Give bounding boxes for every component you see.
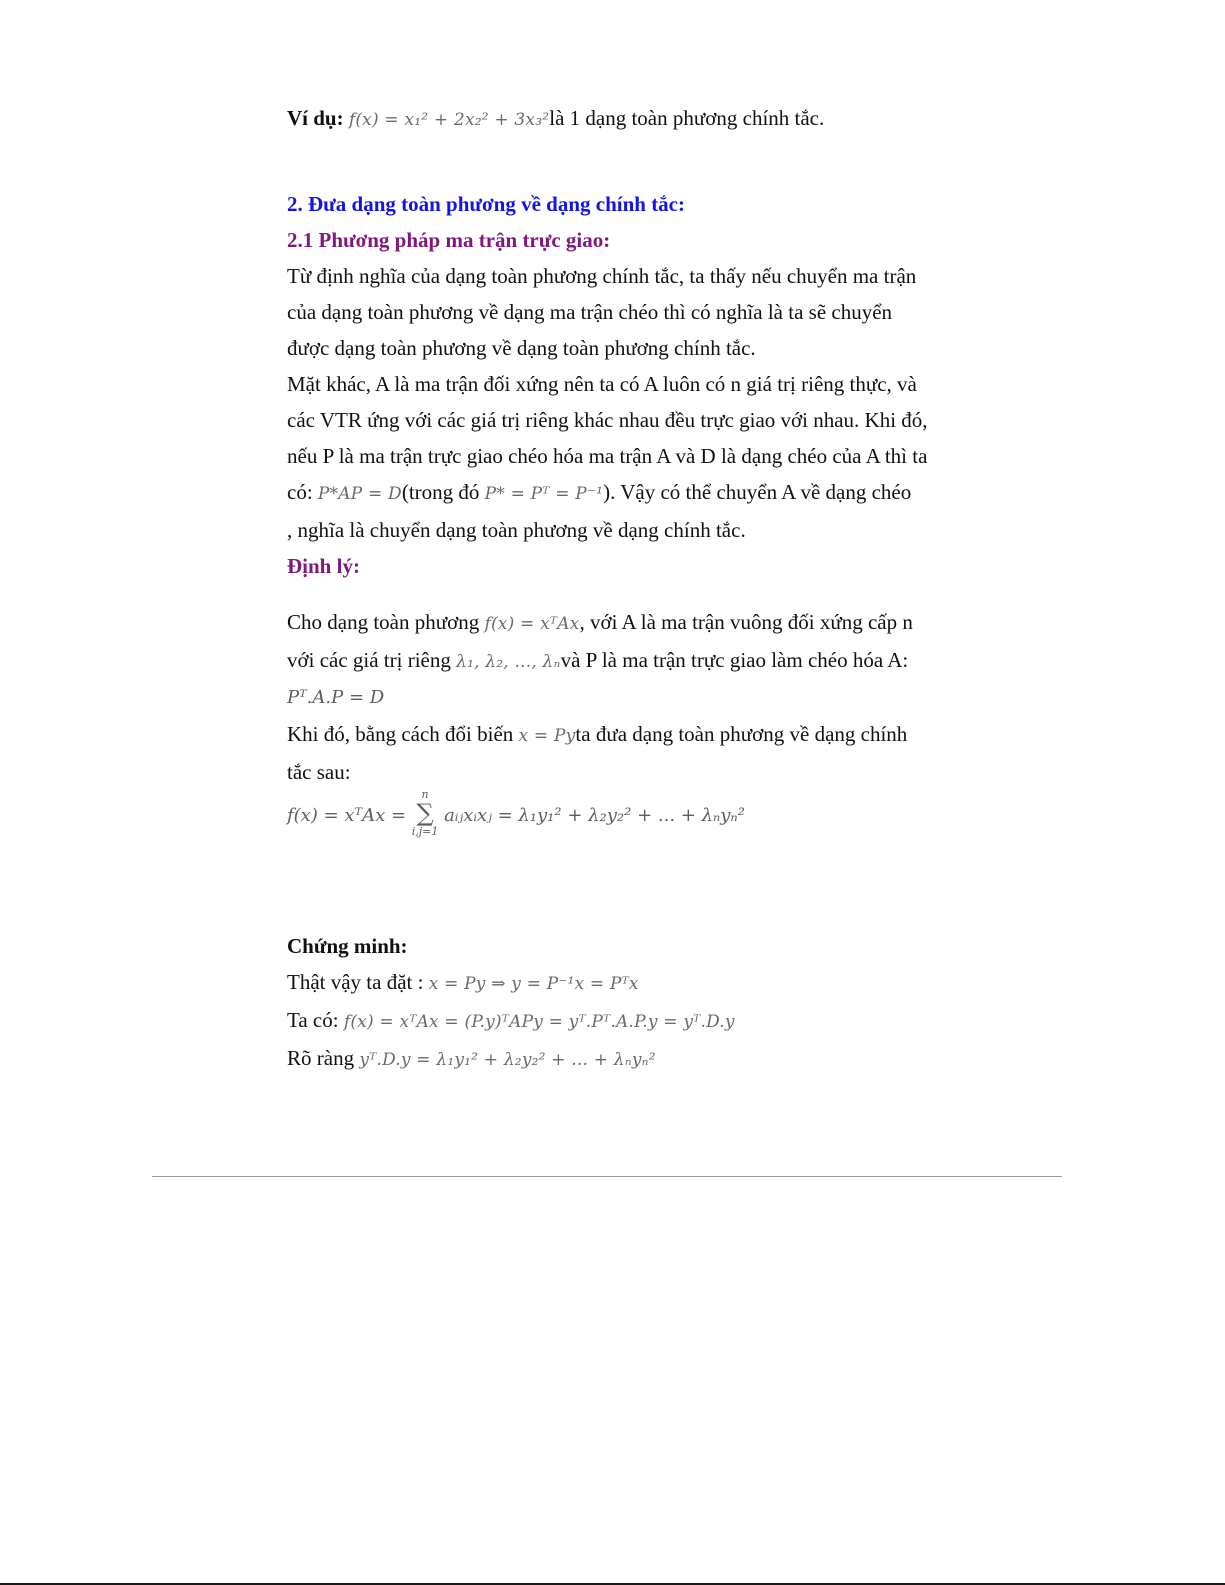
change-of-variable-formula: x = Py xyxy=(518,726,576,746)
section-2-heading: 2. Đưa dạng toàn phương về dạng chính tắc: xyxy=(287,192,685,216)
para1-line-2: của dạng toàn phương về dạng ma trận chéo thì có nghĩa là ta sẽ chuyển xyxy=(287,300,893,324)
quadratic-form-formula: f(x) = xᵀAx xyxy=(484,614,580,634)
para2-line-1: Mặt khác, A là ma trận đối xứng nên ta có A luôn có n giá trị riêng thực, và xyxy=(287,372,917,396)
theorem-heading: Định lý: xyxy=(287,554,360,578)
proof-formula-1: x = Py ⇒ y = P⁻¹x = Pᵀx xyxy=(428,974,639,994)
proof-line-3-prefix: Rõ ràng xyxy=(287,1046,360,1070)
summation-upper: n xyxy=(421,788,429,801)
theorem-line-2-suffix: và P là ma trận trực giao làm chéo hóa A: xyxy=(560,648,909,672)
equation-2-left: f(x) = xᵀAx = xyxy=(287,805,407,826)
eigenvalues-formula: λ₁, λ₂, ..., λₙ xyxy=(456,652,561,672)
proof-line-2-prefix: Ta có: xyxy=(287,1008,344,1032)
orthogonal-formula: P* = Pᵀ = P⁻¹ xyxy=(484,484,604,504)
equation-2-right: aᵢⱼxᵢxⱼ = λ₁y₁² + λ₂y₂² + ... + λₙyₙ² xyxy=(444,805,745,826)
example-formula: f(x) = x₁² + 2x₂² + 3x₃² xyxy=(348,110,550,130)
theorem-line-3 xyxy=(287,716,947,754)
example-text: là 1 dạng toàn phương chính tắc. xyxy=(549,106,825,130)
theorem-line-3-suffix: ta đưa dạng toàn phương về dạng chính xyxy=(575,722,908,746)
summation-lower: i,j=1 xyxy=(411,825,439,838)
theorem-line-4: tắc sau: xyxy=(287,760,351,784)
example-label: Ví dụ: xyxy=(287,106,344,130)
theorem-line-1-suffix: , với A là ma trận vuông đối xứng cấp n xyxy=(579,610,913,634)
para2-line-4-prefix: có: xyxy=(287,480,318,504)
page-divider xyxy=(152,1176,1062,1177)
theorem-line-2-prefix: với các giá trị riêng xyxy=(287,648,457,672)
theorem-line-3-prefix: Khi đó, bằng cách đổi biến xyxy=(287,722,519,746)
para2-line-4 xyxy=(287,474,947,512)
proof-heading: Chứng minh: xyxy=(287,934,408,958)
theorem-line-2 xyxy=(287,642,947,680)
para2-line-2: các VTR ứng với các giá trị riêng khác nhau đều trực giao với nhau. Khi đó, xyxy=(287,408,928,432)
proof-line-1-prefix: Thật vậy ta đặt : xyxy=(287,970,429,994)
para1-line-3: được dạng toàn phương về dạng toàn phương chính tắc. xyxy=(287,336,756,360)
para2-line-4-suffix: ). Vậy có thể chuyển A về dạng chéo xyxy=(603,480,912,504)
para2-line-4-middle: (trong đó xyxy=(401,480,485,504)
para1-line-1: Từ định nghĩa của dạng toàn phương chính tắc, ta thấy nếu chuyển ma trận xyxy=(287,264,917,288)
summation xyxy=(410,788,440,841)
para2-line-5: , nghĩa là chuyển dạng toàn phương về dạng chính tắc. xyxy=(287,518,746,542)
diagonalization-formula: P*AP = D xyxy=(317,484,402,504)
page-content xyxy=(287,100,947,1078)
section-2-1-heading: 2.1 Phương pháp ma trận trực giao: xyxy=(287,228,611,252)
summation-symbol: ∑ xyxy=(416,799,434,827)
example-line xyxy=(287,100,947,138)
theorem-equation-2 xyxy=(287,790,947,842)
proof-line-2 xyxy=(287,1002,947,1040)
para2-line-3: nếu P là ma trận trực giao chéo hóa ma trận A và D là dạng chéo của A thì ta xyxy=(287,444,928,468)
theorem-line-1 xyxy=(287,604,947,642)
proof-line-3 xyxy=(287,1040,947,1078)
theorem-equation-1: Pᵀ.A.P = D xyxy=(287,687,385,708)
proof-line-1 xyxy=(287,964,947,1002)
proof-formula-3: yᵀ.D.y = λ₁y₁² + λ₂y₂² + ... + λₙyₙ² xyxy=(359,1050,656,1070)
proof-formula-2: f(x) = xᵀAx = (P.y)ᵀAPy = yᵀ.Pᵀ.A.P.y = yᵀ.D.y xyxy=(343,1012,735,1032)
theorem-line-1-prefix: Cho dạng toàn phương xyxy=(287,610,485,634)
